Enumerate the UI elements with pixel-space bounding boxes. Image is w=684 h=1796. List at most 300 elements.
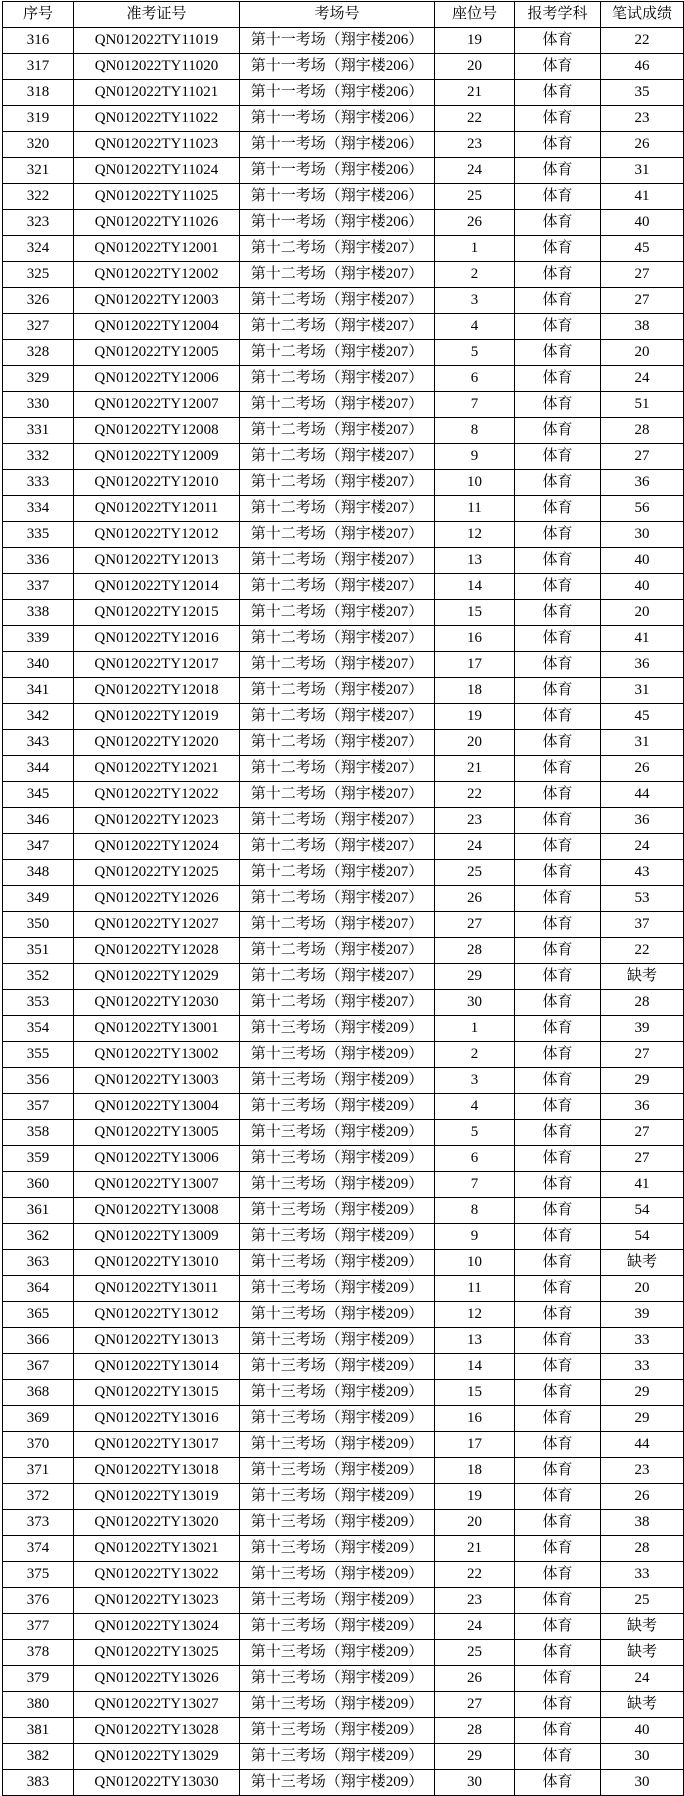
seat-cell: 1 bbox=[435, 236, 515, 262]
seat-cell: 27 bbox=[435, 1692, 515, 1718]
subject-cell: 体育 bbox=[515, 860, 601, 886]
room-cell: 第十三考场（翔宇楼209） bbox=[240, 1016, 435, 1042]
col-header-score: 笔试成绩 bbox=[601, 2, 684, 28]
seat-cell: 11 bbox=[435, 496, 515, 522]
score-cell: 23 bbox=[601, 1458, 684, 1484]
room-cell: 第十三考场（翔宇楼209） bbox=[240, 1588, 435, 1614]
seat-cell: 22 bbox=[435, 106, 515, 132]
admission-no-cell: QN012022TY13004 bbox=[74, 1094, 240, 1120]
table-row bbox=[3, 1718, 684, 1744]
score-cell: 41 bbox=[601, 1172, 684, 1198]
score-cell: 36 bbox=[601, 1094, 684, 1120]
serial-cell: 344 bbox=[3, 756, 74, 782]
subject-cell: 体育 bbox=[515, 1120, 601, 1146]
subject-cell: 体育 bbox=[515, 1406, 601, 1432]
admission-no-cell: QN012022TY13005 bbox=[74, 1120, 240, 1146]
subject-cell: 体育 bbox=[515, 886, 601, 912]
serial-cell: 320 bbox=[3, 132, 74, 158]
score-cell: 33 bbox=[601, 1562, 684, 1588]
table-row bbox=[3, 1614, 684, 1640]
table-row bbox=[3, 392, 684, 418]
score-cell: 29 bbox=[601, 1068, 684, 1094]
subject-cell: 体育 bbox=[515, 1770, 601, 1796]
seat-cell: 21 bbox=[435, 80, 515, 106]
score-cell: 44 bbox=[601, 1432, 684, 1458]
table-row bbox=[3, 782, 684, 808]
seat-cell: 19 bbox=[435, 1484, 515, 1510]
seat-cell: 27 bbox=[435, 912, 515, 938]
score-cell: 43 bbox=[601, 860, 684, 886]
table-row bbox=[3, 1640, 684, 1666]
serial-cell: 346 bbox=[3, 808, 74, 834]
score-cell: 25 bbox=[601, 1588, 684, 1614]
admission-no-cell: QN012022TY13026 bbox=[74, 1666, 240, 1692]
table-row bbox=[3, 1120, 684, 1146]
serial-cell: 366 bbox=[3, 1328, 74, 1354]
room-cell: 第十二考场（翔宇楼207） bbox=[240, 886, 435, 912]
table-row bbox=[3, 158, 684, 184]
table-row bbox=[3, 834, 684, 860]
score-cell: 33 bbox=[601, 1354, 684, 1380]
seat-cell: 6 bbox=[435, 366, 515, 392]
serial-cell: 341 bbox=[3, 678, 74, 704]
admission-no-cell: QN012022TY11020 bbox=[74, 54, 240, 80]
score-cell: 30 bbox=[601, 522, 684, 548]
serial-cell: 368 bbox=[3, 1380, 74, 1406]
room-cell: 第十三考场（翔宇楼209） bbox=[240, 1302, 435, 1328]
seat-cell: 26 bbox=[435, 1666, 515, 1692]
score-cell: 40 bbox=[601, 210, 684, 236]
seat-cell: 16 bbox=[435, 1406, 515, 1432]
admission-no-cell: QN012022TY12030 bbox=[74, 990, 240, 1016]
admission-no-cell: QN012022TY12015 bbox=[74, 600, 240, 626]
serial-cell: 348 bbox=[3, 860, 74, 886]
score-cell: 30 bbox=[601, 1744, 684, 1770]
exam-results-table bbox=[2, 1, 684, 1796]
table-row bbox=[3, 626, 684, 652]
serial-cell: 332 bbox=[3, 444, 74, 470]
score-cell: 缺考 bbox=[601, 1250, 684, 1276]
table-row bbox=[3, 964, 684, 990]
admission-no-cell: QN012022TY11024 bbox=[74, 158, 240, 184]
subject-cell: 体育 bbox=[515, 1614, 601, 1640]
serial-cell: 381 bbox=[3, 1718, 74, 1744]
serial-cell: 340 bbox=[3, 652, 74, 678]
seat-cell: 29 bbox=[435, 1744, 515, 1770]
seat-cell: 28 bbox=[435, 938, 515, 964]
score-cell: 31 bbox=[601, 678, 684, 704]
room-cell: 第十三考场（翔宇楼209） bbox=[240, 1354, 435, 1380]
table-row bbox=[3, 262, 684, 288]
score-cell: 39 bbox=[601, 1016, 684, 1042]
room-cell: 第十二考场（翔宇楼207） bbox=[240, 626, 435, 652]
table-row bbox=[3, 1042, 684, 1068]
room-cell: 第十一考场（翔宇楼206） bbox=[240, 106, 435, 132]
subject-cell: 体育 bbox=[515, 912, 601, 938]
admission-no-cell: QN012022TY12017 bbox=[74, 652, 240, 678]
subject-cell: 体育 bbox=[515, 522, 601, 548]
seat-cell: 2 bbox=[435, 262, 515, 288]
admission-no-cell: QN012022TY13023 bbox=[74, 1588, 240, 1614]
subject-cell: 体育 bbox=[515, 496, 601, 522]
seat-cell: 9 bbox=[435, 1224, 515, 1250]
subject-cell: 体育 bbox=[515, 704, 601, 730]
score-cell: 27 bbox=[601, 444, 684, 470]
admission-no-cell: QN012022TY12012 bbox=[74, 522, 240, 548]
serial-cell: 355 bbox=[3, 1042, 74, 1068]
seat-cell: 20 bbox=[435, 730, 515, 756]
admission-no-cell: QN012022TY12003 bbox=[74, 288, 240, 314]
score-cell: 46 bbox=[601, 54, 684, 80]
room-cell: 第十二考场（翔宇楼207） bbox=[240, 912, 435, 938]
subject-cell: 体育 bbox=[515, 1744, 601, 1770]
admission-no-cell: QN012022TY11019 bbox=[74, 28, 240, 54]
seat-cell: 24 bbox=[435, 158, 515, 184]
serial-cell: 360 bbox=[3, 1172, 74, 1198]
table-row bbox=[3, 912, 684, 938]
table-row bbox=[3, 106, 684, 132]
seat-cell: 28 bbox=[435, 1718, 515, 1744]
subject-cell: 体育 bbox=[515, 28, 601, 54]
serial-cell: 370 bbox=[3, 1432, 74, 1458]
admission-no-cell: QN012022TY12001 bbox=[74, 236, 240, 262]
score-cell: 28 bbox=[601, 1536, 684, 1562]
subject-cell: 体育 bbox=[515, 1484, 601, 1510]
admission-no-cell: QN012022TY13016 bbox=[74, 1406, 240, 1432]
table-row bbox=[3, 1276, 684, 1302]
admission-no-cell: QN012022TY13010 bbox=[74, 1250, 240, 1276]
room-cell: 第十三考场（翔宇楼209） bbox=[240, 1640, 435, 1666]
subject-cell: 体育 bbox=[515, 548, 601, 574]
room-cell: 第十二考场（翔宇楼207） bbox=[240, 574, 435, 600]
room-cell: 第十三考场（翔宇楼209） bbox=[240, 1432, 435, 1458]
serial-cell: 327 bbox=[3, 314, 74, 340]
serial-cell: 353 bbox=[3, 990, 74, 1016]
score-cell: 54 bbox=[601, 1198, 684, 1224]
seat-cell: 17 bbox=[435, 1432, 515, 1458]
room-cell: 第十三考场（翔宇楼209） bbox=[240, 1120, 435, 1146]
subject-cell: 体育 bbox=[515, 210, 601, 236]
seat-cell: 12 bbox=[435, 522, 515, 548]
subject-cell: 体育 bbox=[515, 158, 601, 184]
seat-cell: 12 bbox=[435, 1302, 515, 1328]
seat-cell: 30 bbox=[435, 1770, 515, 1796]
room-cell: 第十三考场（翔宇楼209） bbox=[240, 1172, 435, 1198]
table-row bbox=[3, 1666, 684, 1692]
table-row bbox=[3, 886, 684, 912]
score-cell: 22 bbox=[601, 938, 684, 964]
table-row bbox=[3, 1562, 684, 1588]
score-cell: 38 bbox=[601, 314, 684, 340]
seat-cell: 10 bbox=[435, 1250, 515, 1276]
subject-cell: 体育 bbox=[515, 236, 601, 262]
room-cell: 第十二考场（翔宇楼207） bbox=[240, 990, 435, 1016]
score-cell: 33 bbox=[601, 1328, 684, 1354]
col-header-seat: 座位号 bbox=[435, 2, 515, 28]
room-cell: 第十三考场（翔宇楼209） bbox=[240, 1328, 435, 1354]
subject-cell: 体育 bbox=[515, 418, 601, 444]
subject-cell: 体育 bbox=[515, 444, 601, 470]
admission-no-cell: QN012022TY12013 bbox=[74, 548, 240, 574]
subject-cell: 体育 bbox=[515, 262, 601, 288]
table-row bbox=[3, 470, 684, 496]
room-cell: 第十二考场（翔宇楼207） bbox=[240, 314, 435, 340]
room-cell: 第十二考场（翔宇楼207） bbox=[240, 496, 435, 522]
admission-no-cell: QN012022TY13029 bbox=[74, 1744, 240, 1770]
seat-cell: 13 bbox=[435, 1328, 515, 1354]
seat-cell: 4 bbox=[435, 314, 515, 340]
serial-cell: 343 bbox=[3, 730, 74, 756]
seat-cell: 10 bbox=[435, 470, 515, 496]
subject-cell: 体育 bbox=[515, 1302, 601, 1328]
serial-cell: 318 bbox=[3, 80, 74, 106]
serial-cell: 336 bbox=[3, 548, 74, 574]
table-row bbox=[3, 366, 684, 392]
subject-cell: 体育 bbox=[515, 1042, 601, 1068]
subject-cell: 体育 bbox=[515, 340, 601, 366]
serial-cell: 347 bbox=[3, 834, 74, 860]
room-cell: 第十二考场（翔宇楼207） bbox=[240, 262, 435, 288]
subject-cell: 体育 bbox=[515, 1718, 601, 1744]
col-header-subject: 报考学科 bbox=[515, 2, 601, 28]
serial-cell: 334 bbox=[3, 496, 74, 522]
serial-cell: 380 bbox=[3, 1692, 74, 1718]
table-row bbox=[3, 1354, 684, 1380]
room-cell: 第十三考场（翔宇楼209） bbox=[240, 1562, 435, 1588]
score-cell: 40 bbox=[601, 574, 684, 600]
score-cell: 26 bbox=[601, 756, 684, 782]
col-header-admission-no: 准考证号 bbox=[74, 2, 240, 28]
score-cell: 41 bbox=[601, 626, 684, 652]
subject-cell: 体育 bbox=[515, 1016, 601, 1042]
subject-cell: 体育 bbox=[515, 1588, 601, 1614]
subject-cell: 体育 bbox=[515, 782, 601, 808]
admission-no-cell: QN012022TY12002 bbox=[74, 262, 240, 288]
score-cell: 35 bbox=[601, 80, 684, 106]
subject-cell: 体育 bbox=[515, 1354, 601, 1380]
subject-cell: 体育 bbox=[515, 756, 601, 782]
table-row bbox=[3, 1432, 684, 1458]
admission-no-cell: QN012022TY12009 bbox=[74, 444, 240, 470]
serial-cell: 345 bbox=[3, 782, 74, 808]
subject-cell: 体育 bbox=[515, 808, 601, 834]
subject-cell: 体育 bbox=[515, 184, 601, 210]
serial-cell: 376 bbox=[3, 1588, 74, 1614]
subject-cell: 体育 bbox=[515, 1094, 601, 1120]
room-cell: 第十二考场（翔宇楼207） bbox=[240, 366, 435, 392]
seat-cell: 1 bbox=[435, 1016, 515, 1042]
score-cell: 36 bbox=[601, 470, 684, 496]
admission-no-cell: QN012022TY13024 bbox=[74, 1614, 240, 1640]
table-row bbox=[3, 522, 684, 548]
subject-cell: 体育 bbox=[515, 1432, 601, 1458]
admission-no-cell: QN012022TY13014 bbox=[74, 1354, 240, 1380]
admission-no-cell: QN012022TY12025 bbox=[74, 860, 240, 886]
room-cell: 第十一考场（翔宇楼206） bbox=[240, 184, 435, 210]
admission-no-cell: QN012022TY13006 bbox=[74, 1146, 240, 1172]
seat-cell: 14 bbox=[435, 1354, 515, 1380]
table-row bbox=[3, 444, 684, 470]
room-cell: 第十二考场（翔宇楼207） bbox=[240, 730, 435, 756]
serial-cell: 335 bbox=[3, 522, 74, 548]
seat-cell: 5 bbox=[435, 340, 515, 366]
admission-no-cell: QN012022TY13018 bbox=[74, 1458, 240, 1484]
table-row bbox=[3, 1068, 684, 1094]
score-cell: 45 bbox=[601, 704, 684, 730]
subject-cell: 体育 bbox=[515, 834, 601, 860]
serial-cell: 383 bbox=[3, 1770, 74, 1796]
seat-cell: 13 bbox=[435, 548, 515, 574]
admission-no-cell: QN012022TY13003 bbox=[74, 1068, 240, 1094]
serial-cell: 363 bbox=[3, 1250, 74, 1276]
score-cell: 28 bbox=[601, 990, 684, 1016]
seat-cell: 21 bbox=[435, 1536, 515, 1562]
admission-no-cell: QN012022TY13021 bbox=[74, 1536, 240, 1562]
seat-cell: 24 bbox=[435, 1614, 515, 1640]
score-cell: 27 bbox=[601, 288, 684, 314]
seat-cell: 9 bbox=[435, 444, 515, 470]
serial-cell: 316 bbox=[3, 28, 74, 54]
serial-cell: 365 bbox=[3, 1302, 74, 1328]
admission-no-cell: QN012022TY13009 bbox=[74, 1224, 240, 1250]
admission-no-cell: QN012022TY12026 bbox=[74, 886, 240, 912]
serial-cell: 324 bbox=[3, 236, 74, 262]
admission-no-cell: QN012022TY12024 bbox=[74, 834, 240, 860]
admission-no-cell: QN012022TY12021 bbox=[74, 756, 240, 782]
room-cell: 第十二考场（翔宇楼207） bbox=[240, 600, 435, 626]
score-cell: 26 bbox=[601, 1484, 684, 1510]
score-cell: 31 bbox=[601, 158, 684, 184]
table-row bbox=[3, 574, 684, 600]
serial-cell: 382 bbox=[3, 1744, 74, 1770]
table-row bbox=[3, 1510, 684, 1536]
subject-cell: 体育 bbox=[515, 1458, 601, 1484]
room-cell: 第十三考场（翔宇楼209） bbox=[240, 1198, 435, 1224]
seat-cell: 18 bbox=[435, 1458, 515, 1484]
serial-cell: 358 bbox=[3, 1120, 74, 1146]
table-row bbox=[3, 808, 684, 834]
subject-cell: 体育 bbox=[515, 990, 601, 1016]
serial-cell: 352 bbox=[3, 964, 74, 990]
room-cell: 第十三考场（翔宇楼209） bbox=[240, 1406, 435, 1432]
seat-cell: 23 bbox=[435, 1588, 515, 1614]
serial-cell: 338 bbox=[3, 600, 74, 626]
score-cell: 23 bbox=[601, 106, 684, 132]
subject-cell: 体育 bbox=[515, 54, 601, 80]
table-row bbox=[3, 132, 684, 158]
table-row bbox=[3, 1692, 684, 1718]
admission-no-cell: QN012022TY12020 bbox=[74, 730, 240, 756]
serial-cell: 330 bbox=[3, 392, 74, 418]
subject-cell: 体育 bbox=[515, 314, 601, 340]
room-cell: 第十三考场（翔宇楼209） bbox=[240, 1614, 435, 1640]
table-row bbox=[3, 1250, 684, 1276]
score-cell: 缺考 bbox=[601, 1692, 684, 1718]
admission-no-cell: QN012022TY12027 bbox=[74, 912, 240, 938]
subject-cell: 体育 bbox=[515, 1562, 601, 1588]
admission-no-cell: QN012022TY11022 bbox=[74, 106, 240, 132]
admission-no-cell: QN012022TY13001 bbox=[74, 1016, 240, 1042]
seat-cell: 18 bbox=[435, 678, 515, 704]
seat-cell: 11 bbox=[435, 1276, 515, 1302]
admission-no-cell: QN012022TY13025 bbox=[74, 1640, 240, 1666]
score-cell: 56 bbox=[601, 496, 684, 522]
table-body bbox=[3, 28, 684, 1796]
admission-no-cell: QN012022TY12010 bbox=[74, 470, 240, 496]
score-cell: 27 bbox=[601, 262, 684, 288]
room-cell: 第十二考场（翔宇楼207） bbox=[240, 964, 435, 990]
table-header-row bbox=[3, 2, 684, 28]
room-cell: 第十三考场（翔宇楼209） bbox=[240, 1380, 435, 1406]
seat-cell: 7 bbox=[435, 1172, 515, 1198]
serial-cell: 375 bbox=[3, 1562, 74, 1588]
table-row bbox=[3, 1302, 684, 1328]
room-cell: 第十三考场（翔宇楼209） bbox=[240, 1042, 435, 1068]
subject-cell: 体育 bbox=[515, 1380, 601, 1406]
room-cell: 第十三考场（翔宇楼209） bbox=[240, 1146, 435, 1172]
admission-no-cell: QN012022TY13020 bbox=[74, 1510, 240, 1536]
table-row bbox=[3, 288, 684, 314]
room-cell: 第十三考场（翔宇楼209） bbox=[240, 1094, 435, 1120]
serial-cell: 342 bbox=[3, 704, 74, 730]
seat-cell: 5 bbox=[435, 1120, 515, 1146]
subject-cell: 体育 bbox=[515, 1692, 601, 1718]
room-cell: 第十二考场（翔宇楼207） bbox=[240, 782, 435, 808]
admission-no-cell: QN012022TY12014 bbox=[74, 574, 240, 600]
score-cell: 26 bbox=[601, 132, 684, 158]
serial-cell: 378 bbox=[3, 1640, 74, 1666]
subject-cell: 体育 bbox=[515, 1068, 601, 1094]
room-cell: 第十一考场（翔宇楼206） bbox=[240, 54, 435, 80]
subject-cell: 体育 bbox=[515, 392, 601, 418]
seat-cell: 22 bbox=[435, 1562, 515, 1588]
seat-cell: 29 bbox=[435, 964, 515, 990]
room-cell: 第十二考场（翔宇楼207） bbox=[240, 756, 435, 782]
admission-no-cell: QN012022TY12008 bbox=[74, 418, 240, 444]
table-row bbox=[3, 1328, 684, 1354]
subject-cell: 体育 bbox=[515, 1640, 601, 1666]
subject-cell: 体育 bbox=[515, 1198, 601, 1224]
subject-cell: 体育 bbox=[515, 1276, 601, 1302]
room-cell: 第十三考场（翔宇楼209） bbox=[240, 1744, 435, 1770]
admission-no-cell: QN012022TY11021 bbox=[74, 80, 240, 106]
seat-cell: 23 bbox=[435, 808, 515, 834]
table-row bbox=[3, 1458, 684, 1484]
admission-no-cell: QN012022TY13008 bbox=[74, 1198, 240, 1224]
room-cell: 第十二考场（翔宇楼207） bbox=[240, 808, 435, 834]
seat-cell: 23 bbox=[435, 132, 515, 158]
room-cell: 第十二考场（翔宇楼207） bbox=[240, 938, 435, 964]
subject-cell: 体育 bbox=[515, 106, 601, 132]
admission-no-cell: QN012022TY13015 bbox=[74, 1380, 240, 1406]
room-cell: 第十一考场（翔宇楼206） bbox=[240, 132, 435, 158]
room-cell: 第十三考场（翔宇楼209） bbox=[240, 1510, 435, 1536]
table-row bbox=[3, 1094, 684, 1120]
seat-cell: 15 bbox=[435, 1380, 515, 1406]
score-cell: 44 bbox=[601, 782, 684, 808]
seat-cell: 15 bbox=[435, 600, 515, 626]
subject-cell: 体育 bbox=[515, 1510, 601, 1536]
seat-cell: 22 bbox=[435, 782, 515, 808]
room-cell: 第十一考场（翔宇楼206） bbox=[240, 210, 435, 236]
room-cell: 第十二考场（翔宇楼207） bbox=[240, 444, 435, 470]
subject-cell: 体育 bbox=[515, 132, 601, 158]
table-row bbox=[3, 418, 684, 444]
room-cell: 第十二考场（翔宇楼207） bbox=[240, 522, 435, 548]
serial-cell: 364 bbox=[3, 1276, 74, 1302]
table-row bbox=[3, 600, 684, 626]
room-cell: 第十三考场（翔宇楼209） bbox=[240, 1484, 435, 1510]
